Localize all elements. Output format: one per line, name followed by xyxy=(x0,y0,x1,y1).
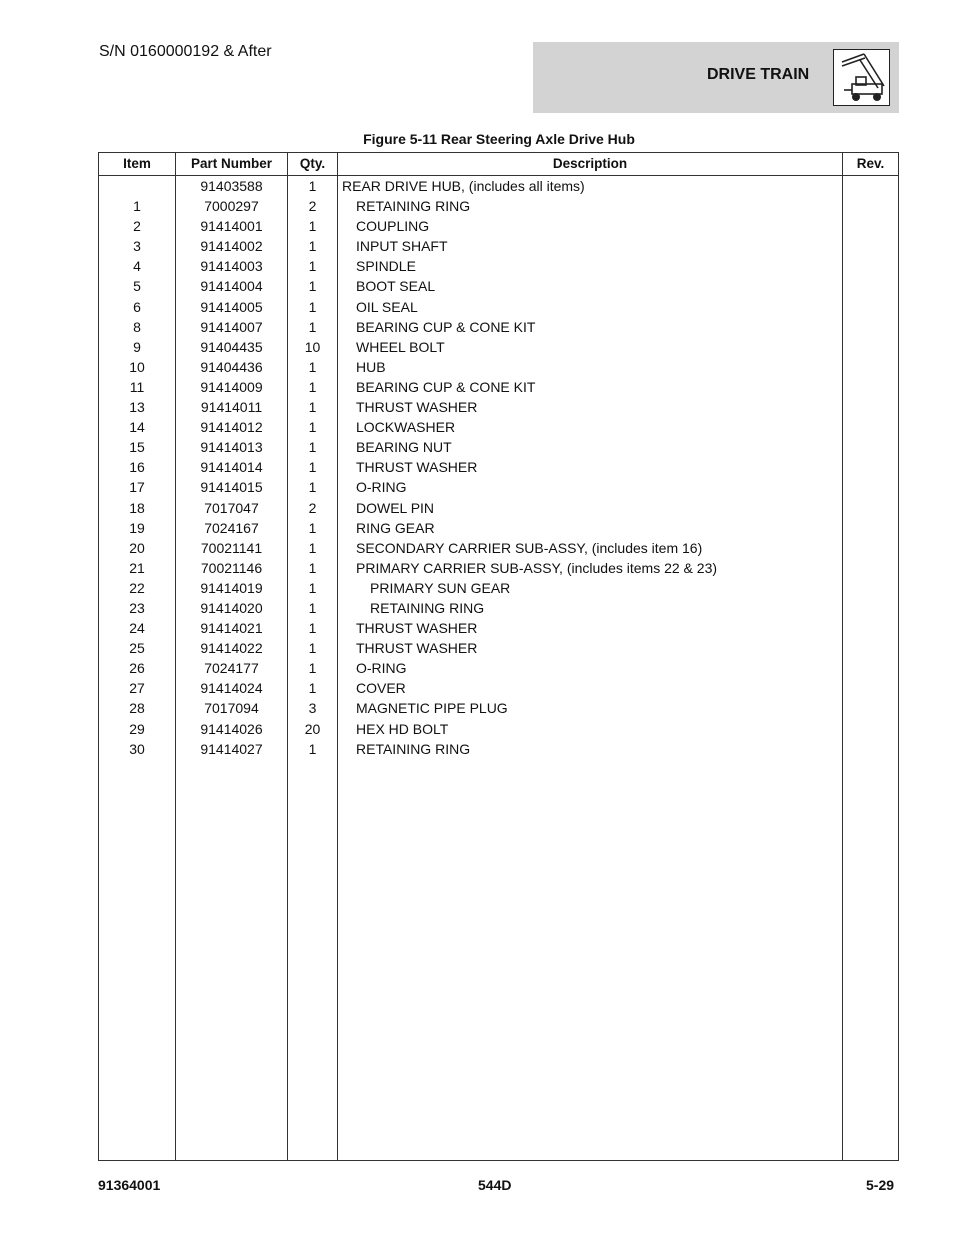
document-number: 91364001 xyxy=(98,1177,161,1193)
description-cell: HEX HD BOLT xyxy=(356,720,449,737)
item-cell: 11 xyxy=(129,378,145,395)
part-number-cell: 70021141 xyxy=(200,539,263,556)
table-row xyxy=(99,317,898,337)
description-cell: O-RING xyxy=(356,479,407,496)
description-cell: THRUST WASHER xyxy=(356,640,478,657)
column-header-part-number: Part Number xyxy=(190,156,273,171)
part-number-cell: 91414004 xyxy=(200,278,263,295)
part-number-cell: 91414012 xyxy=(200,419,263,436)
model-number: 544D xyxy=(478,1177,512,1193)
qty-cell: 1 xyxy=(308,620,317,637)
part-number-cell: 91414020 xyxy=(200,599,263,616)
table-body xyxy=(99,176,898,759)
description-cell: RETAINING RING xyxy=(356,740,471,757)
description-cell: BOOT SEAL xyxy=(356,278,436,295)
part-number-cell: 91414005 xyxy=(200,298,263,315)
section-banner xyxy=(533,42,899,113)
description-cell: OIL SEAL xyxy=(356,298,418,315)
part-number-cell: 7017094 xyxy=(204,700,259,717)
qty-cell: 10 xyxy=(304,338,321,355)
part-number-cell: 91414001 xyxy=(200,218,263,235)
description-cell: THRUST WASHER xyxy=(356,399,478,416)
item-cell: 16 xyxy=(129,459,145,476)
part-number-cell: 7017047 xyxy=(204,499,259,516)
item-cell: 10 xyxy=(129,358,145,375)
table-row xyxy=(99,518,898,538)
part-number-cell: 91404436 xyxy=(200,358,263,375)
table-row xyxy=(99,377,898,397)
part-number-cell: 91414015 xyxy=(200,479,263,496)
description-cell: WHEEL BOLT xyxy=(356,338,445,355)
qty-cell: 1 xyxy=(308,599,317,616)
description-cell: REAR DRIVE HUB, (includes all items) xyxy=(342,178,585,194)
qty-cell: 1 xyxy=(308,178,317,194)
qty-cell: 1 xyxy=(308,539,317,556)
table-row xyxy=(99,176,898,196)
part-number-cell: 91414019 xyxy=(200,579,263,596)
description-cell: DOWEL PIN xyxy=(356,499,435,516)
table-row xyxy=(99,417,898,437)
table-row xyxy=(99,678,898,698)
serial-number: S/N 0160000192 & After xyxy=(99,43,272,60)
description-cell: INPUT SHAFT xyxy=(356,238,448,255)
item-cell: 23 xyxy=(129,599,145,616)
part-number-cell: 91414009 xyxy=(200,378,263,395)
qty-cell: 1 xyxy=(308,640,317,657)
qty-cell: 3 xyxy=(308,700,317,717)
qty-cell: 1 xyxy=(308,559,317,576)
qty-cell: 1 xyxy=(308,579,317,596)
description-cell: BEARING CUP & CONE KIT xyxy=(356,378,536,395)
description-cell: COUPLING xyxy=(356,218,430,235)
item-cell: 15 xyxy=(129,439,145,456)
qty-cell: 1 xyxy=(308,358,317,375)
item-cell: 19 xyxy=(129,519,145,536)
part-number-cell: 70021146 xyxy=(200,559,263,576)
item-cell: 9 xyxy=(133,338,141,355)
part-number-cell: 91414024 xyxy=(200,680,263,697)
description-cell: RETAINING RING xyxy=(356,198,471,215)
table-row xyxy=(99,618,898,638)
table-row xyxy=(99,457,898,477)
description-cell: PRIMARY SUN GEAR xyxy=(370,579,511,596)
part-number-cell: 91414021 xyxy=(200,620,263,637)
part-number-cell: 7024177 xyxy=(204,660,259,677)
qty-cell: 1 xyxy=(308,378,317,395)
item-cell: 22 xyxy=(129,579,145,596)
description-cell: BEARING NUT xyxy=(356,439,452,456)
description-cell: THRUST WASHER xyxy=(356,459,478,476)
table-row xyxy=(99,337,898,357)
item-cell: 17 xyxy=(129,479,145,496)
table-row xyxy=(99,477,898,497)
part-number-cell: 91414007 xyxy=(200,318,263,335)
column-header-rev: Rev. xyxy=(856,156,885,171)
qty-cell: 1 xyxy=(308,419,317,436)
item-cell: 8 xyxy=(133,318,141,335)
table-row xyxy=(99,256,898,276)
table-row xyxy=(99,357,898,377)
description-cell: HUB xyxy=(356,358,386,375)
description-cell: SECONDARY CARRIER SUB-ASSY, (includes item 16) xyxy=(356,539,703,556)
table-row xyxy=(99,297,898,317)
item-cell: 30 xyxy=(129,740,145,757)
qty-cell: 1 xyxy=(308,519,317,536)
qty-cell: 1 xyxy=(308,238,317,255)
qty-cell: 1 xyxy=(308,278,317,295)
item-cell: 6 xyxy=(133,298,141,315)
item-cell: 5 xyxy=(133,278,141,295)
qty-cell: 2 xyxy=(308,198,317,215)
qty-cell: 20 xyxy=(304,720,321,737)
column-header-item: Item xyxy=(123,156,151,171)
page-number: 5-29 xyxy=(866,1177,895,1193)
qty-cell: 1 xyxy=(308,399,317,416)
description-cell: COVER xyxy=(356,680,406,697)
part-number-cell: 7000297 xyxy=(204,198,259,215)
part-number-cell: 91414022 xyxy=(200,640,263,657)
table-row xyxy=(99,658,898,678)
table-row xyxy=(99,498,898,518)
item-cell: 18 xyxy=(129,499,145,516)
part-number-cell: 91414013 xyxy=(200,439,263,456)
item-cell: 4 xyxy=(133,258,141,275)
item-cell: 29 xyxy=(129,720,145,737)
column-header-qty: Qty. xyxy=(299,156,326,171)
item-cell: 1 xyxy=(133,198,141,215)
description-cell: MAGNETIC PIPE PLUG xyxy=(356,700,508,717)
telehandler-icon xyxy=(833,49,890,106)
table-row xyxy=(99,638,898,658)
item-cell: 25 xyxy=(129,640,145,657)
table-row xyxy=(99,397,898,417)
description-cell: THRUST WASHER xyxy=(356,620,478,637)
qty-cell: 1 xyxy=(308,479,317,496)
description-cell: RING GEAR xyxy=(356,519,435,536)
item-cell: 14 xyxy=(129,419,145,436)
column-header-description: Description xyxy=(552,156,628,171)
qty-cell: 1 xyxy=(308,439,317,456)
item-cell: 28 xyxy=(129,700,145,717)
part-number-cell: 7024167 xyxy=(204,519,259,536)
item-cell: 26 xyxy=(129,660,145,677)
part-number-cell: 91414002 xyxy=(200,238,263,255)
parts-table xyxy=(98,152,899,1161)
part-number-cell: 91404435 xyxy=(200,338,263,355)
qty-cell: 2 xyxy=(308,499,317,516)
item-cell: 27 xyxy=(129,680,145,697)
description-cell: BEARING CUP & CONE KIT xyxy=(356,318,536,335)
description-cell: SPINDLE xyxy=(356,258,416,275)
item-cell: 3 xyxy=(133,238,141,255)
table-row xyxy=(99,437,898,457)
table-row xyxy=(99,276,898,296)
item-cell: 24 xyxy=(129,620,145,637)
qty-cell: 1 xyxy=(308,258,317,275)
table-row xyxy=(99,196,898,216)
table-row xyxy=(99,558,898,578)
table-row xyxy=(99,578,898,598)
table-row xyxy=(99,236,898,256)
table-row xyxy=(99,598,898,618)
part-number-cell: 91414003 xyxy=(200,258,263,275)
description-cell: PRIMARY CARRIER SUB-ASSY, (includes items 22 & 23) xyxy=(356,559,718,576)
table-row xyxy=(99,719,898,739)
description-cell: O-RING xyxy=(356,660,407,677)
part-number-cell: 91414027 xyxy=(200,740,263,757)
qty-cell: 1 xyxy=(308,298,317,315)
section-title: DRIVE TRAIN xyxy=(707,66,810,83)
description-cell: LOCKWASHER xyxy=(356,419,456,436)
part-number-cell: 91403588 xyxy=(200,178,263,194)
part-number-cell: 91414014 xyxy=(200,459,263,476)
qty-cell: 1 xyxy=(308,680,317,697)
table-row xyxy=(99,739,898,759)
part-number-cell: 91414011 xyxy=(200,399,263,416)
table-row xyxy=(99,538,898,558)
qty-cell: 1 xyxy=(308,459,317,476)
table-row xyxy=(99,698,898,718)
item-cell: 20 xyxy=(129,539,145,556)
item-cell: 2 xyxy=(133,218,141,235)
qty-cell: 1 xyxy=(308,660,317,677)
item-cell: 21 xyxy=(129,559,145,576)
part-number-cell: 91414026 xyxy=(200,720,263,737)
qty-cell: 1 xyxy=(308,218,317,235)
figure-title: Figure 5-11 Rear Steering Axle Drive Hub xyxy=(363,131,635,147)
qty-cell: 1 xyxy=(308,740,317,757)
description-cell: RETAINING RING xyxy=(370,599,485,616)
qty-cell: 1 xyxy=(308,318,317,335)
table-row xyxy=(99,216,898,236)
item-cell: 13 xyxy=(129,399,145,416)
